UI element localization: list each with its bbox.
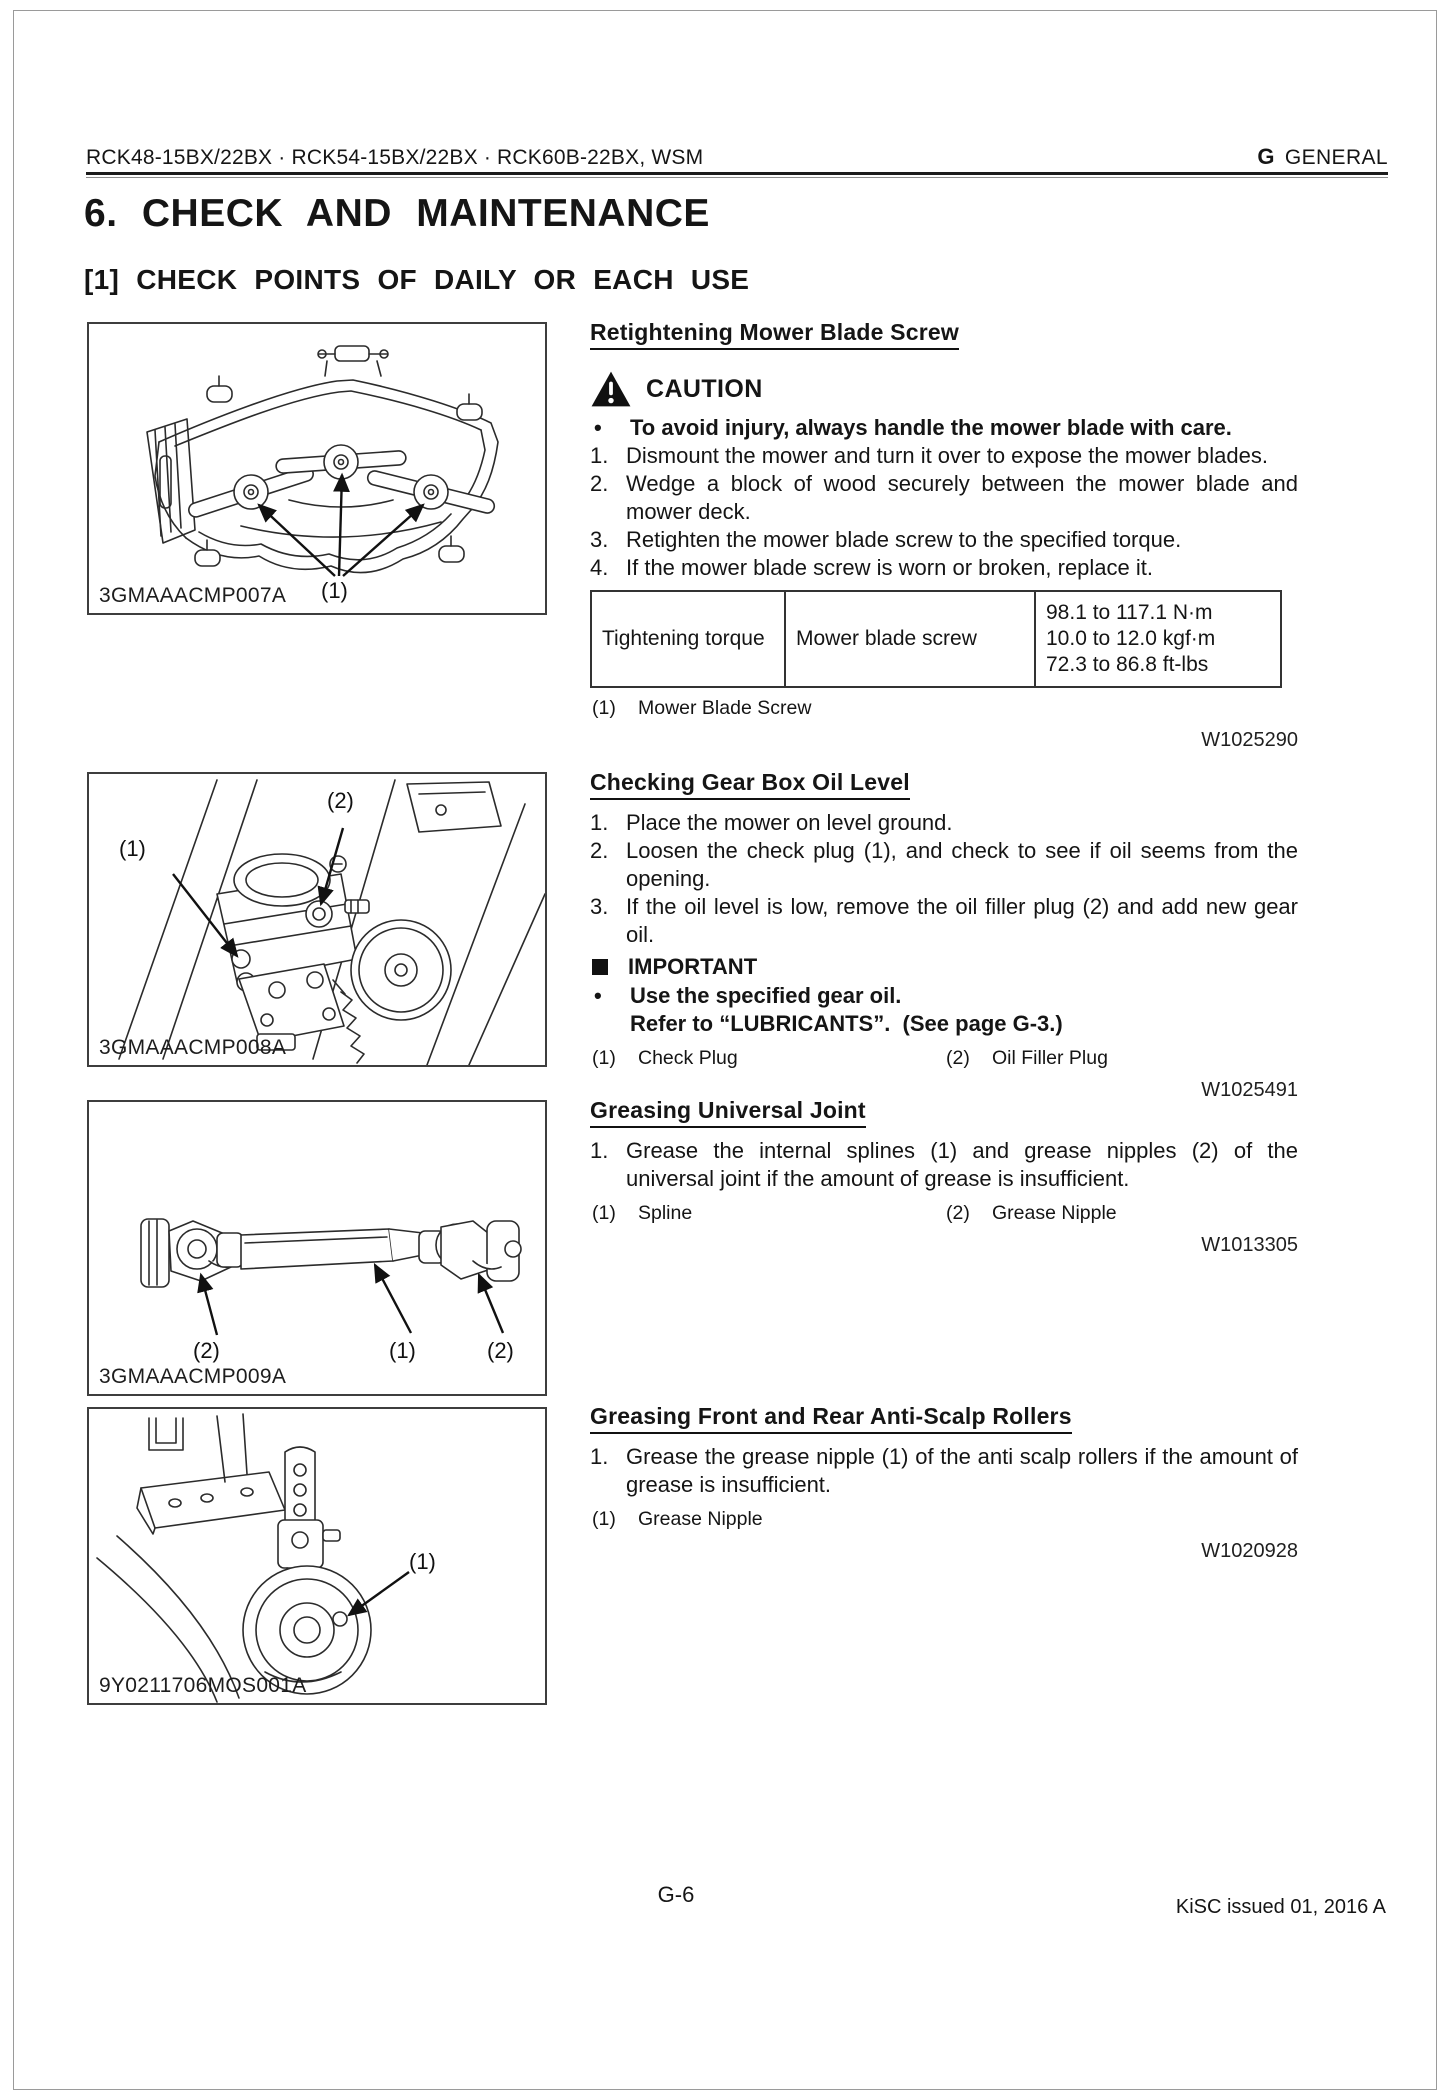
step-text: Dismount the mower and turn it over to expose the mower blades.: [626, 443, 1268, 468]
header-rule: [86, 172, 1388, 178]
torque-value-nm: 98.1 to 117.1 N·m: [1046, 601, 1213, 624]
step-text: Place the mower on level ground.: [626, 810, 953, 835]
procedure-retightening-mower-blade-screw: [590, 318, 1298, 754]
figure-callout-label: (1): [409, 1549, 436, 1574]
legend-entry: (1) Mower Blade Screw: [592, 697, 812, 719]
figure-mower-deck: [87, 322, 547, 615]
step-item: [590, 837, 1298, 893]
caution-title: CAUTION: [646, 375, 763, 403]
step-number: 2.: [590, 838, 609, 863]
procedure-checking-gear-box-oil-level: [590, 768, 1298, 1104]
header-section-letter: G: [1257, 144, 1275, 169]
step-number: 1.: [590, 1444, 609, 1469]
section-heading: Checking Gear Box Oil Level: [590, 768, 910, 800]
step-item: [590, 893, 1298, 949]
figure-legend: [590, 1045, 1298, 1071]
figure-callout-label: (1): [389, 1338, 416, 1363]
figure-callout-label: (2): [327, 788, 354, 813]
section-heading: Retightening Mower Blade Screw: [590, 318, 959, 350]
important-header: [590, 952, 1298, 982]
step-text: Loosen the check plug (1), and check to see if oil seems from the opening.: [626, 838, 1298, 891]
legend-entry: (1) Check Plug: [592, 1047, 738, 1069]
legend-entry: (2) Oil Filler Plug: [946, 1047, 1108, 1069]
chapter-title: 6. CHECK AND MAINTENANCE: [84, 192, 710, 235]
caution-note: • To avoid injury, always handle the mower blade with care.: [590, 414, 1298, 442]
reference-number: W1025290: [1201, 729, 1298, 751]
step-item: [590, 470, 1298, 526]
footer-issue-note: KiSC issued 01, 2016 A: [1175, 1896, 1386, 1918]
step-text: If the oil level is low, remove the oil filler plug (2) and add new gear oil.: [626, 894, 1298, 947]
torque-table-values: [1034, 592, 1280, 686]
section-heading: Greasing Universal Joint: [590, 1096, 866, 1128]
figure-callout-label: (1): [119, 836, 146, 861]
step-item: [590, 554, 1298, 582]
torque-table-item: Mower blade screw: [784, 592, 1034, 686]
mower-deck-drawing: [89, 324, 545, 613]
procedure-greasing-universal-joint: [590, 1096, 1298, 1259]
figure-callout-label: (2): [193, 1338, 220, 1363]
header-model-codes: RCK48-15BX/22BX · RCK54-15BX/22BX · RCK60B-22BX, WSM: [86, 146, 704, 169]
bullet-marker: •: [594, 415, 602, 440]
step-text: Grease the internal splines (1) and grease nipples (2) of the universal joint if the amount of grease is insufficient.: [626, 1138, 1298, 1191]
torque-table-row-label: Tightening torque: [602, 627, 765, 650]
gearbox-drawing: [89, 774, 545, 1065]
figure-gear-box: [87, 772, 547, 1067]
step-item: [590, 1137, 1298, 1193]
caster-roller-drawing: [89, 1409, 545, 1703]
caution-icon: [590, 370, 632, 408]
important-title: IMPORTANT: [628, 954, 758, 979]
figure-callout-label: (2): [487, 1338, 514, 1363]
figure-legend: [590, 695, 1298, 721]
legend-entry: (2) Grease Nipple: [946, 1202, 1117, 1224]
step-item: [590, 809, 1298, 837]
step-number: 3.: [590, 894, 609, 919]
header-section-word: GENERAL: [1284, 146, 1388, 169]
figure-caption: 3GMAAACMP007A: [99, 584, 287, 607]
figure-legend: [590, 1200, 1298, 1226]
figure-caption: 3GMAAACMP008A: [99, 1036, 287, 1059]
step-text: Grease the grease nipple (1) of the anti scalp rollers if the amount of grease is insufficient.: [626, 1444, 1298, 1497]
step-item: [590, 1443, 1298, 1499]
legend-entry: (1) Grease Nipple: [592, 1508, 763, 1530]
procedure-greasing-anti-scalp-rollers: [590, 1402, 1298, 1565]
important-note: [590, 982, 1298, 1038]
step-number: 4.: [590, 555, 609, 580]
section-title: [1] CHECK POINTS OF DAILY OR EACH USE: [84, 264, 750, 295]
bullet-marker: •: [594, 983, 602, 1008]
reference-number: W1013305: [1201, 1234, 1298, 1256]
important-line2: Refer to “LUBRICANTS”. (See page G-3.): [630, 1011, 1063, 1036]
step-text: Retighten the mower blade screw to the specified torque.: [626, 527, 1182, 552]
section-heading: Greasing Front and Rear Anti-Scalp Rollers: [590, 1402, 1072, 1434]
legend-entry: (1) Spline: [592, 1202, 693, 1224]
step-number: 3.: [590, 527, 609, 552]
reference-number: W1020928: [1201, 1540, 1298, 1562]
important-square-icon: [592, 959, 608, 975]
torque-value-ftlbs: 72.3 to 86.8 ft-lbs: [1046, 653, 1209, 676]
driveshaft-drawing: [89, 1102, 545, 1394]
figure-anti-scalp-roller: [87, 1407, 547, 1705]
figure-universal-joint: [87, 1100, 547, 1396]
important-line1: Use the specified gear oil.: [630, 983, 902, 1008]
caution-header: [590, 369, 1298, 409]
step-text: If the mower blade screw is worn or broken, replace it.: [626, 555, 1154, 580]
figure-callout-label: (1): [321, 578, 348, 603]
step-item: [590, 526, 1298, 554]
reference-number: W1025491: [1201, 1079, 1298, 1101]
step-number: 1.: [590, 1138, 609, 1163]
step-text: Wedge a block of wood securely between the mower blade and mower deck.: [626, 471, 1298, 524]
step-number: 2.: [590, 471, 609, 496]
figure-legend: [590, 1506, 1298, 1532]
figure-caption: 9Y0211706MOS001A: [99, 1674, 307, 1697]
step-item: [590, 442, 1298, 470]
torque-value-kgfm: 10.0 to 12.0 kgf·m: [1046, 627, 1216, 650]
step-number: 1.: [590, 443, 609, 468]
figure-caption: 3GMAAACMP009A: [99, 1365, 287, 1388]
torque-table: [590, 590, 1282, 688]
step-number: 1.: [590, 810, 609, 835]
footer-page-number: G-6: [657, 1882, 695, 1907]
header-section: [1257, 144, 1388, 170]
